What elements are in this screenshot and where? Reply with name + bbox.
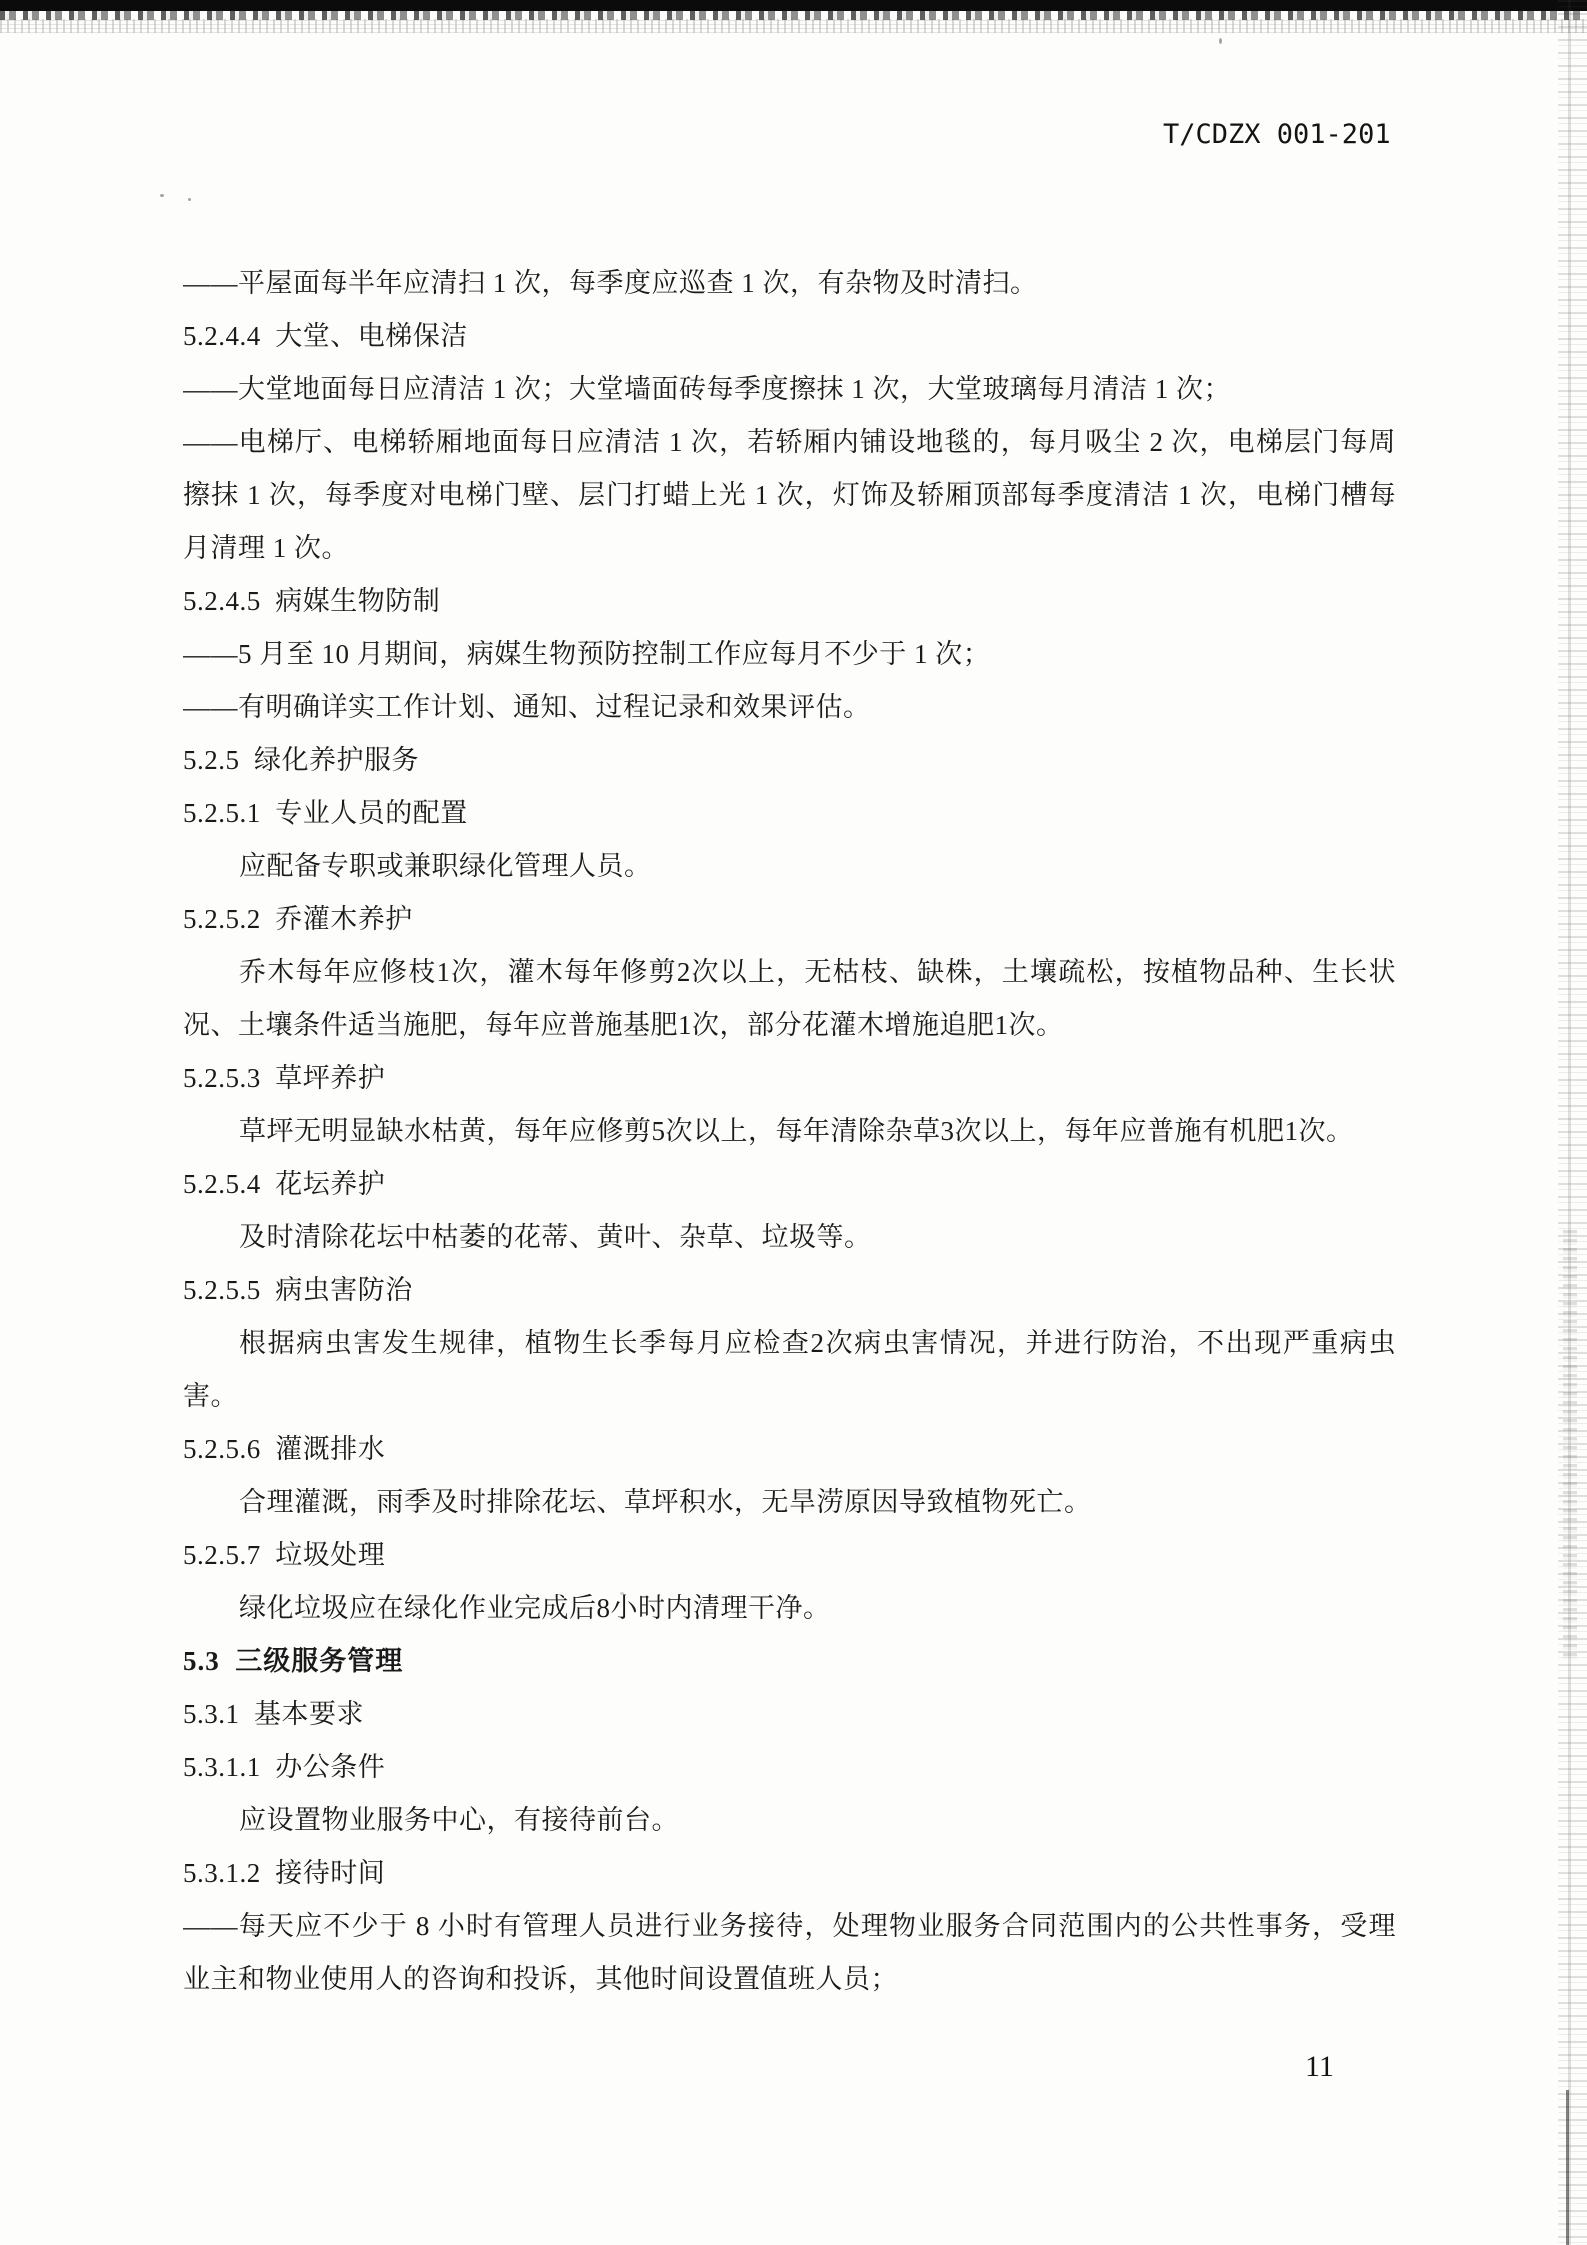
- text-line: 况、土壤条件适当施肥，每年应普施基肥1次，部分花灌木增施追肥1次。: [183, 1010, 1064, 1040]
- text-line: 月清理 1 次。: [183, 533, 349, 563]
- clause-heading-line: 5.2.5.4 花坛养护: [183, 1169, 386, 1199]
- text-line: ——每天应不少于 8 小时有管理人员进行业务接待，处理物业服务合同范围内的公共性事务，受理: [183, 1911, 1396, 1941]
- clause-heading-line: 5.2.5.7 垃圾处理: [183, 1540, 386, 1570]
- text-line: 合理灌溉，雨季及时排除花坛、草坪积水，无旱涝原因导致植物死亡。: [239, 1487, 1092, 1517]
- clause-heading-line: 5.2.5.6 灌溉排水: [183, 1434, 386, 1464]
- text-line: 应设置物业服务中心，有接待前台。: [239, 1805, 679, 1835]
- clause-heading-line: 5.2.5.5 病虫害防治: [183, 1275, 413, 1305]
- text-line: 及时清除花坛中枯萎的花蒂、黄叶、杂草、垃圾等。: [239, 1222, 872, 1252]
- standard-code-header: T/CDZX 001-201: [1163, 119, 1391, 150]
- document-text-block: [183, 257, 1396, 2006]
- text-line: 草坪无明显缺水枯黄，每年应修剪5次以上，每年清除杂草3次以上，每年应普施有机肥1次。: [239, 1116, 1354, 1146]
- clause-heading-line: 5.3.1.1 办公条件: [183, 1752, 386, 1782]
- scan-artifact-top-noise: [0, 19, 1587, 33]
- clause-heading-line: 5.3 三级服务管理: [183, 1646, 404, 1676]
- clause-heading-line: 5.2.5.3 草坪养护: [183, 1063, 386, 1093]
- text-line: ——平屋面每半年应清扫 1 次，每季度应巡查 1 次，有杂物及时清扫。: [183, 268, 1038, 298]
- text-line: 擦抹 1 次，每季度对电梯门壁、层门打蜡上光 1 次，灯饰及轿厢顶部每季度清洁 1 次，电梯门槽每: [183, 480, 1396, 510]
- clause-heading-line: 5.2.5 绿化养护服务: [183, 745, 419, 775]
- clause-heading-line: 5.2.5.1 专业人员的配置: [183, 798, 468, 828]
- text-line: 应配备专职或兼职绿化管理人员。: [239, 851, 652, 881]
- text-line: 根据病虫害发生规律，植物生长季每月应检查2次病虫害情况，并进行防治，不出现严重病虫: [239, 1328, 1396, 1358]
- scan-artifact-right-dark-line: [1566, 2090, 1569, 2245]
- clause-heading-line: 5.2.5.2 乔灌木养护: [183, 904, 413, 934]
- scan-artifact-right-blotch: [1563, 1230, 1577, 1660]
- scan-speck: [188, 198, 191, 201]
- clause-heading-line: 5.2.4.5 病媒生物防制: [183, 586, 441, 616]
- clause-heading-line: 5.3.1.2 接待时间: [183, 1858, 386, 1888]
- clause-heading-line: 5.2.4.4 大堂、电梯保洁: [183, 321, 468, 351]
- text-line: 业主和物业使用人的咨询和投诉，其他时间设置值班人员；: [183, 1964, 898, 1994]
- text-line: 绿化垃圾应在绿化作业完成后8小时内清理干净。: [239, 1593, 831, 1623]
- text-line: 乔木每年应修枝1次，灌木每年修剪2次以上，无枯枝、缺株，土壤疏松，按植物品种、生长状: [239, 957, 1396, 987]
- text-line: ——有明确详实工作计划、通知、过程记录和效果评估。: [183, 692, 871, 722]
- text-line: ——电梯厅、电梯轿厢地面每日应清洁 1 次，若轿厢内铺设地毯的，每月吸尘 2 次，电梯层门每周: [183, 427, 1396, 457]
- page-number: 11: [1305, 2050, 1334, 2083]
- clause-heading-line: 5.3.1 基本要求: [183, 1699, 364, 1729]
- text-line: ——5 月至 10 月期间，病媒生物预防控制工作应每月不少于 1 次；: [183, 639, 991, 669]
- scan-speck: [1219, 38, 1222, 44]
- text-line: ——大堂地面每日应清洁 1 次；大堂墙面砖每季度擦抹 1 次，大堂玻璃每月清洁 1 次；: [183, 374, 1231, 404]
- text-line: 害。: [183, 1381, 238, 1411]
- scan-speck: [160, 194, 164, 197]
- scan-artifact-right-edge-noise: [1558, 0, 1587, 2245]
